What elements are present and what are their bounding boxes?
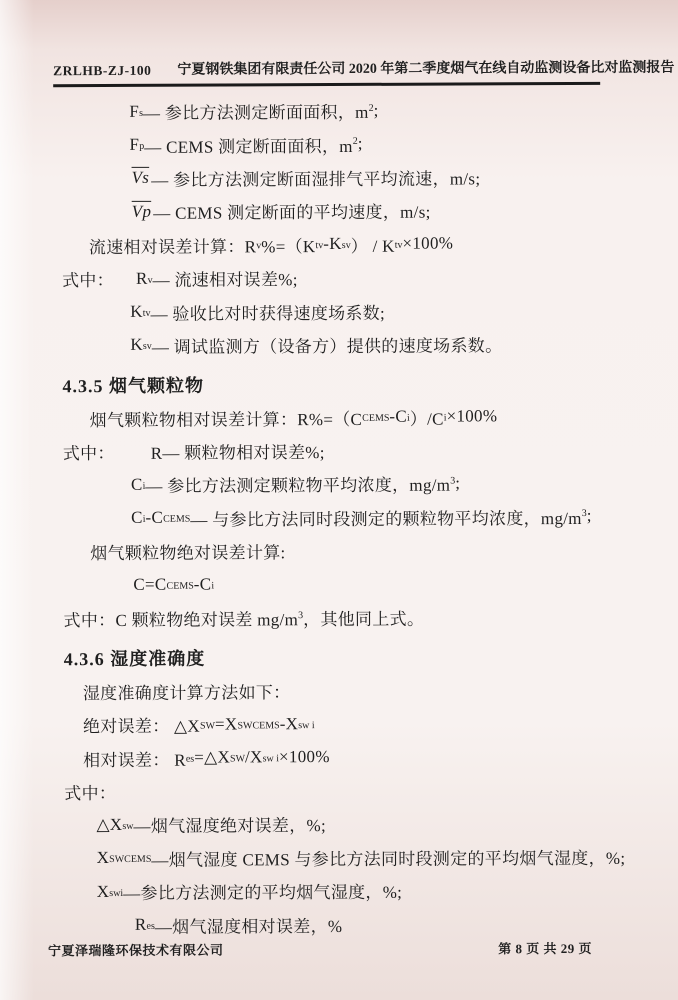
def-xswi: X swi —参比方法测定的平均烟气湿度，%;	[96, 881, 403, 904]
heading-4-3-5: 4.3.5 烟气颗粒物	[62, 375, 205, 397]
def-ksv: K sv — 调试监测方（设备方）提供的速度场系数。	[130, 335, 503, 357]
formula-velocity-relative-error: 流速相对误差计算：R v %=（K tv -K sv ） / K tv ×100%	[88, 233, 454, 257]
def-vs: $\overline{Vs}$ — 参比方法测定断面湿排气平均流速，m/s;	[131, 168, 481, 190]
def-res: R es —烟气湿度相对误差，%	[134, 914, 343, 937]
formula-pm-relative-error: 烟气颗粒物相对误差计算：R%=（C CEMS -C i ）/C i ×100%	[89, 406, 498, 430]
def-ci-ccems: C i -C CEMS — 与参比方法同时段测定的颗粒物平均浓度，mg/m 3 ;	[131, 506, 592, 530]
def-rv: 式中： R v — 流速相对误差%;	[61, 268, 298, 291]
def-r-pm: 式中： R— 颗粒物相对误差%;	[62, 443, 325, 464]
report-title: 宁夏钢铁集团有限责任公司 2020 年第二季度烟气在线自动监测设备比对监测报告	[177, 60, 675, 78]
page-header	[53, 57, 675, 87]
def-fp: F p — CEMS 测定断面面积，m 2 ;	[129, 133, 363, 157]
formula-humidity-relative: 相对误差： R es =△X SW /X sw i ×100%	[83, 747, 330, 770]
label-shizhong: 式中：	[64, 783, 117, 804]
doc-code: ZRLHB-ZJ-100	[53, 62, 152, 79]
def-ci: C i — 参比方法测定颗粒物平均浓度，mg/m 3 ;	[130, 473, 461, 497]
def-xswcems: X SWCEMS —烟气湿度 CEMS 与参比方法同时段测定的平均烟气湿度，%;	[96, 848, 626, 870]
def-fs: F s — 参比方法测定断面面积，m 2 ;	[129, 100, 379, 124]
def-c-absolute: 式中：C 颗粒物绝对误差 mg/m 3 ，其他同上式。	[63, 609, 425, 631]
page-footer	[48, 938, 592, 959]
heading-4-3-6: 4.3.6 湿度准确度	[63, 648, 206, 670]
footer-page-number: 第 8 页 共 29 页	[498, 940, 592, 957]
formula-pm-absolute-error: C=C CEMS -C i	[133, 574, 215, 595]
footer-company: 宁夏泽瑞隆环保技术有限公司	[47, 942, 224, 959]
document-body	[61, 93, 660, 942]
def-delta-xsw: △X sw —烟气湿度绝对误差，%;	[96, 814, 327, 837]
label-humidity-method: 湿度准确度计算方法如下：	[82, 683, 291, 703]
label-pm-absolute-error: 烟气颗粒物绝对误差计算:	[90, 543, 286, 564]
formula-humidity-absolute: 绝对误差： △X SW =X SWCEMS -X sw i	[82, 713, 315, 737]
def-vp: $\overline{Vp}$ — CEMS 测定断面的平均速度，m/s;	[131, 201, 431, 224]
def-ktv: K tv — 验收比对时获得速度场系数;	[130, 301, 386, 324]
